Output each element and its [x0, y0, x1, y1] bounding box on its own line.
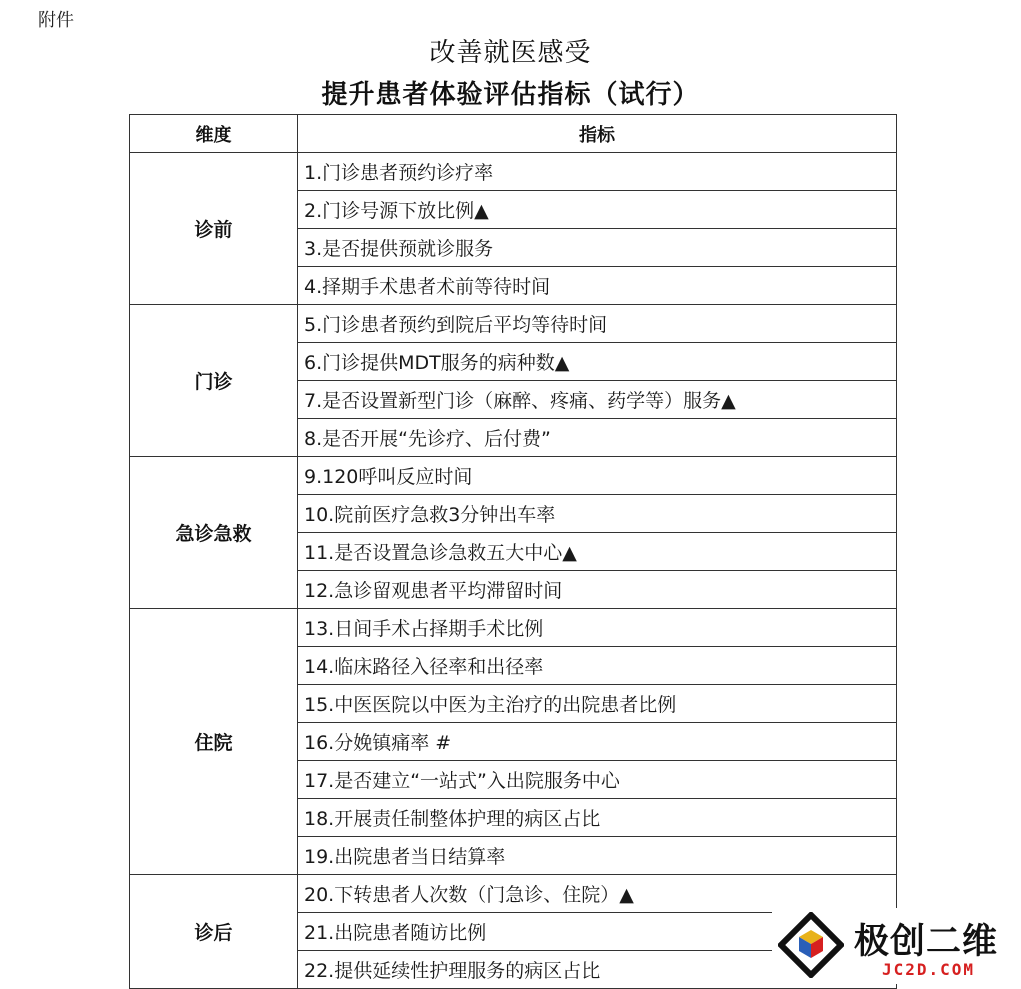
indicator-cell: 22.提供延续性护理服务的病区占比	[298, 951, 897, 989]
indicator-cell: 2.门诊号源下放比例▲	[298, 191, 897, 229]
table-row	[130, 457, 897, 495]
watermark-url: JC2D.COM	[882, 960, 976, 979]
indicator-cell: 19.出院患者当日结算率	[298, 837, 897, 875]
indicator-cell: 1.门诊患者预约诊疗率	[298, 153, 897, 191]
indicator-cell: 8.是否开展“先诊疗、后付费”	[298, 419, 897, 457]
indicator-cell: 6.门诊提供MDT服务的病种数▲	[298, 343, 897, 381]
indicator-cell: 7.是否设置新型门诊（麻醉、疼痛、药学等）服务▲	[298, 381, 897, 419]
table-row	[130, 153, 897, 191]
indicator-cell: 21.出院患者随访比例	[298, 913, 897, 951]
dimension-cell: 急诊急救	[130, 457, 298, 609]
indicator-cell: 15.中医医院以中医为主治疗的出院患者比例	[298, 685, 897, 723]
indicator-cell: 20.下转患者人次数（门急诊、住院）▲	[298, 875, 897, 913]
indicator-cell: 4.择期手术患者术前等待时间	[298, 267, 897, 305]
attachment-label: 附件	[38, 10, 74, 31]
indicator-cell: 11.是否设置急诊急救五大中心▲	[298, 533, 897, 571]
page-subtitle: 提升患者体验评估指标（试行）	[321, 80, 700, 110]
indicator-cell: 17.是否建立“一站式”入出院服务中心	[298, 761, 897, 799]
indicator-cell: 9.120呼叫反应时间	[298, 457, 897, 495]
indicator-cell: 13.日间手术占择期手术比例	[298, 609, 897, 647]
indicator-cell: 3.是否提供预就诊服务	[298, 229, 897, 267]
page-title: 改善就医感受	[429, 38, 592, 68]
cube-logo-icon	[778, 912, 844, 978]
dimension-cell: 住院	[130, 609, 298, 875]
indicator-cell: 5.门诊患者预约到院后平均等待时间	[298, 305, 897, 343]
watermark	[772, 908, 1021, 984]
indicator-cell: 16.分娩镇痛率 #	[298, 723, 897, 761]
indicator-cell: 18.开展责任制整体护理的病区占比	[298, 799, 897, 837]
indicator-cell: 14.临床路径入径率和出径率	[298, 647, 897, 685]
indicator-table	[129, 114, 897, 989]
watermark-text: 极创二维	[854, 922, 999, 962]
table-row	[130, 609, 897, 647]
table-header-row	[130, 115, 897, 153]
dimension-cell: 门诊	[130, 305, 298, 457]
dimension-cell: 诊前	[130, 153, 298, 305]
column-header-indicator: 指标	[298, 115, 897, 153]
table-row	[130, 875, 897, 913]
column-header-dimension: 维度	[130, 115, 298, 153]
dimension-cell: 诊后	[130, 875, 298, 989]
indicator-cell: 12.急诊留观患者平均滞留时间	[298, 571, 897, 609]
table-row	[130, 305, 897, 343]
indicator-cell: 10.院前医疗急救3分钟出车率	[298, 495, 897, 533]
